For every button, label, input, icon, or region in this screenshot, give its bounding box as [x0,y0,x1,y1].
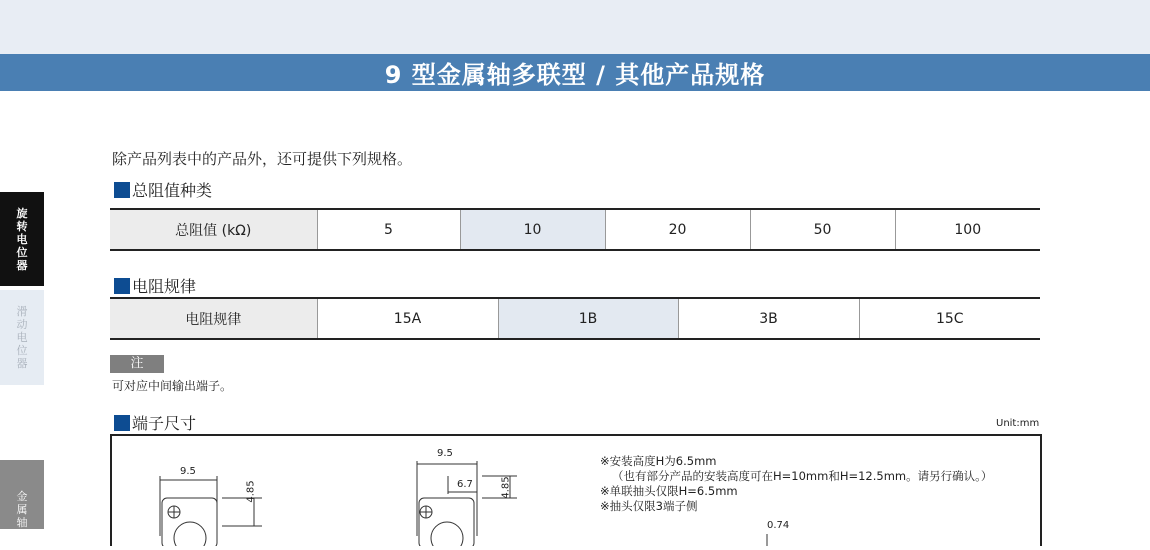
section-title: 电阻规律 [132,277,197,296]
table-row [110,298,1040,339]
section-title: 总阻值种类 [132,181,213,200]
side-tab-label: 滑动电位器 [16,305,28,370]
table-cell: 100 [895,209,1040,250]
table-cell: 15A [317,298,498,339]
top-band [0,0,1150,54]
side-tab-rotary[interactable] [0,192,44,286]
drawing-note: （也有部分产品的安装高度可在H=10mm和H=12.5mm。请另行确认。） [612,469,993,483]
heading-square-icon [114,415,130,431]
dim-right-width: 9.5 [437,448,453,459]
drawing-notes [600,454,992,514]
table-cell: 5 [317,209,460,250]
table-cell-highlighted: 10 [460,209,605,250]
drawing-note: ※安装高度H为6.5mm [600,454,717,468]
dim-right-inner: 6.7 [457,479,473,490]
side-tab-label: 金属轴 [16,490,28,529]
unit-label: Unit:mm [996,418,1040,429]
table-row [110,209,1040,250]
drawing-note: ※抽头仅限3端子侧 [600,499,698,513]
dim-small: 0.74 [767,520,790,531]
dim-left-width: 9.5 [180,466,196,477]
section-heading-resistance [114,178,212,201]
table-cell: 15C [859,298,1040,339]
section-heading-taper [114,274,196,297]
dim-right-height: 4.85 [500,476,512,499]
section-title: 端子尺寸 [132,414,197,433]
table-cell: 20 [605,209,750,250]
section-heading-terminal [114,411,196,434]
note-text: 可对应中间输出端子。 [112,379,233,393]
dim-left-height: 4.85 [245,480,257,503]
heading-square-icon [114,182,130,198]
page-title: 9 型金属轴多联型 / 其他产品规格 [384,61,766,89]
resistance-table [110,208,1040,251]
intro-text: 除产品列表中的产品外，还可提供下列规格。 [112,150,413,168]
table-header-cell: 电阻规律 [110,298,317,339]
note-tag: 注 [110,355,164,373]
side-tab-metal-shaft[interactable] [0,460,44,529]
side-tab-slide[interactable] [0,290,44,385]
table-cell-highlighted: 1B [498,298,678,339]
side-tab-label: 旋转电位器 [16,206,28,272]
heading-square-icon [114,278,130,294]
drawing-note: ※单联抽头仅限H=6.5mm [600,484,738,498]
title-bar [0,54,1150,91]
table-header-cell: 总阻值 (kΩ) [110,209,317,250]
table-cell: 3B [678,298,859,339]
taper-table [110,297,1040,340]
table-cell: 50 [750,209,895,250]
